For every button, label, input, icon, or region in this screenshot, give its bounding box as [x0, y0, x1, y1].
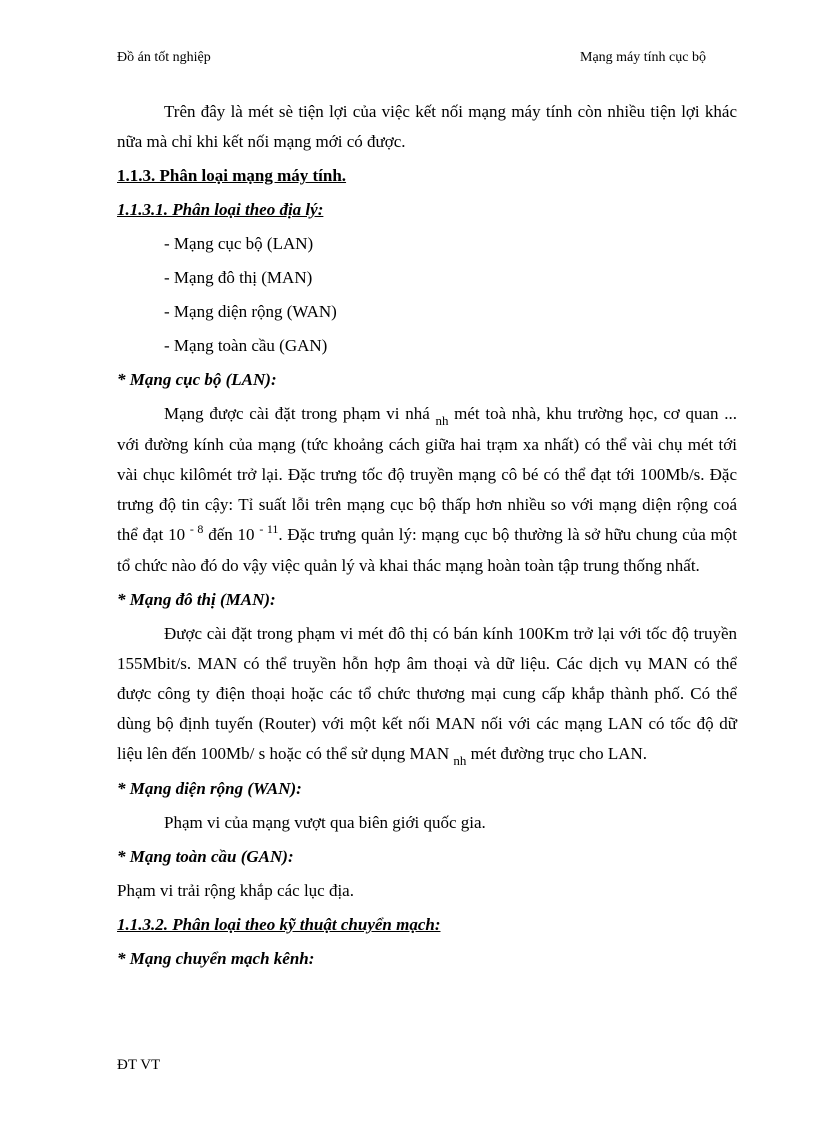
- wan-paragraph: Phạm vi của mạng vượt qua biên giới quốc gia.: [164, 813, 486, 832]
- lan-exponent-1: - 8: [189, 522, 204, 536]
- lan-nh-fragment: nh: [435, 413, 449, 428]
- man-paragraph: [117, 619, 737, 770]
- wan-heading: * Mạng diện rộng (WAN):: [117, 779, 302, 798]
- section-1-1-3-2-title: 1.1.3.2. Phân loại theo kỹ thuật chuyển mạch:: [117, 915, 441, 934]
- intro-paragraph: Trên đây là mét sè tiện lợi của việc kết nối mạng máy tính còn nhiều tiện lợi khác nữa mà chỉ khi kết nối mạng mới có được.: [117, 102, 737, 151]
- list-item-gan: - Mạng toàn cầu (GAN): [164, 336, 328, 355]
- man-nh-fragment: nh: [453, 753, 467, 768]
- document-body: [117, 97, 737, 978]
- lan-text-3: đến 10: [203, 525, 260, 544]
- footer-text: ĐT VT: [117, 1057, 161, 1073]
- header-right: Mạng máy tính cục bộ: [580, 50, 706, 65]
- list-item-man: - Mạng đô thị (MAN): [164, 268, 313, 287]
- lan-heading: * Mạng cục bộ (LAN):: [117, 370, 277, 389]
- gan-heading: * Mạng toàn cầu (GAN):: [117, 847, 294, 866]
- section-1-1-3-title: 1.1.3. Phân loại mạng máy tính.: [117, 166, 347, 185]
- lan-text-4: . Đặc trưng quản lý: mạng cục bộ thường là sở hữu chung của một tổ chức nào đó do vậy việc quản lý và khai thác mạng hoàn toàn tập trung thống nhất.: [117, 525, 737, 575]
- section-1-1-3-1-title: 1.1.3.1. Phân loại theo địa lý:: [117, 200, 324, 219]
- man-text-2: mét đường trục cho LAN.: [466, 744, 648, 763]
- circuit-switching-heading: * Mạng chuyển mạch kênh:: [117, 949, 315, 968]
- list-item-lan: - Mạng cục bộ (LAN): [164, 234, 314, 253]
- gan-paragraph: Phạm vi trải rộng khắp các lục địa.: [117, 881, 354, 900]
- man-heading: * Mạng đô thị (MAN):: [117, 590, 276, 609]
- lan-text-2: mét toà nhà, khu trường học, cơ quan ... với đường kính của mạng (tức khoảng cách giữa hai trạm xa nhất) có thể vài chụ mét tới vài chục kilômét trở lại. Đặc trưng tốc độ truyền mạng cô bé có thể đạt tới 100Mb/s. Đặc trưng độ tin cậy: Tỉ suất lỗi trên mạng cục bộ thấp hơn nhiều so với mạng diện rộng coá thể đạt 10: [117, 404, 737, 544]
- lan-exponent-2: - 11: [259, 522, 279, 536]
- lan-text-1: Mạng được cài đặt trong phạm vi nhá: [164, 404, 436, 423]
- header-left: Đồ án tốt nghiệp: [117, 50, 211, 65]
- lan-paragraph: [117, 399, 737, 581]
- list-item-wan: - Mạng diện rộng (WAN): [164, 302, 337, 321]
- man-text-1: Được cài đặt trong phạm vi mét đô thị có bán kính 100Km trở lại với tốc độ truyền 155Mbit/s. MAN có thể truyền hỗn hợp âm thoại và dữ liệu. Các dịch vụ MAN có thể được công ty điện thoại hoặc các tổ chức thương mại cung cấp khắp thành phố. Có thể dùng bộ định tuyến (Router) với một kết nối MAN nối với các mạng LAN có tốc độ dữ liệu lên đến 100Mb/ s hoặc có thể sử dụng MAN: [117, 624, 737, 763]
